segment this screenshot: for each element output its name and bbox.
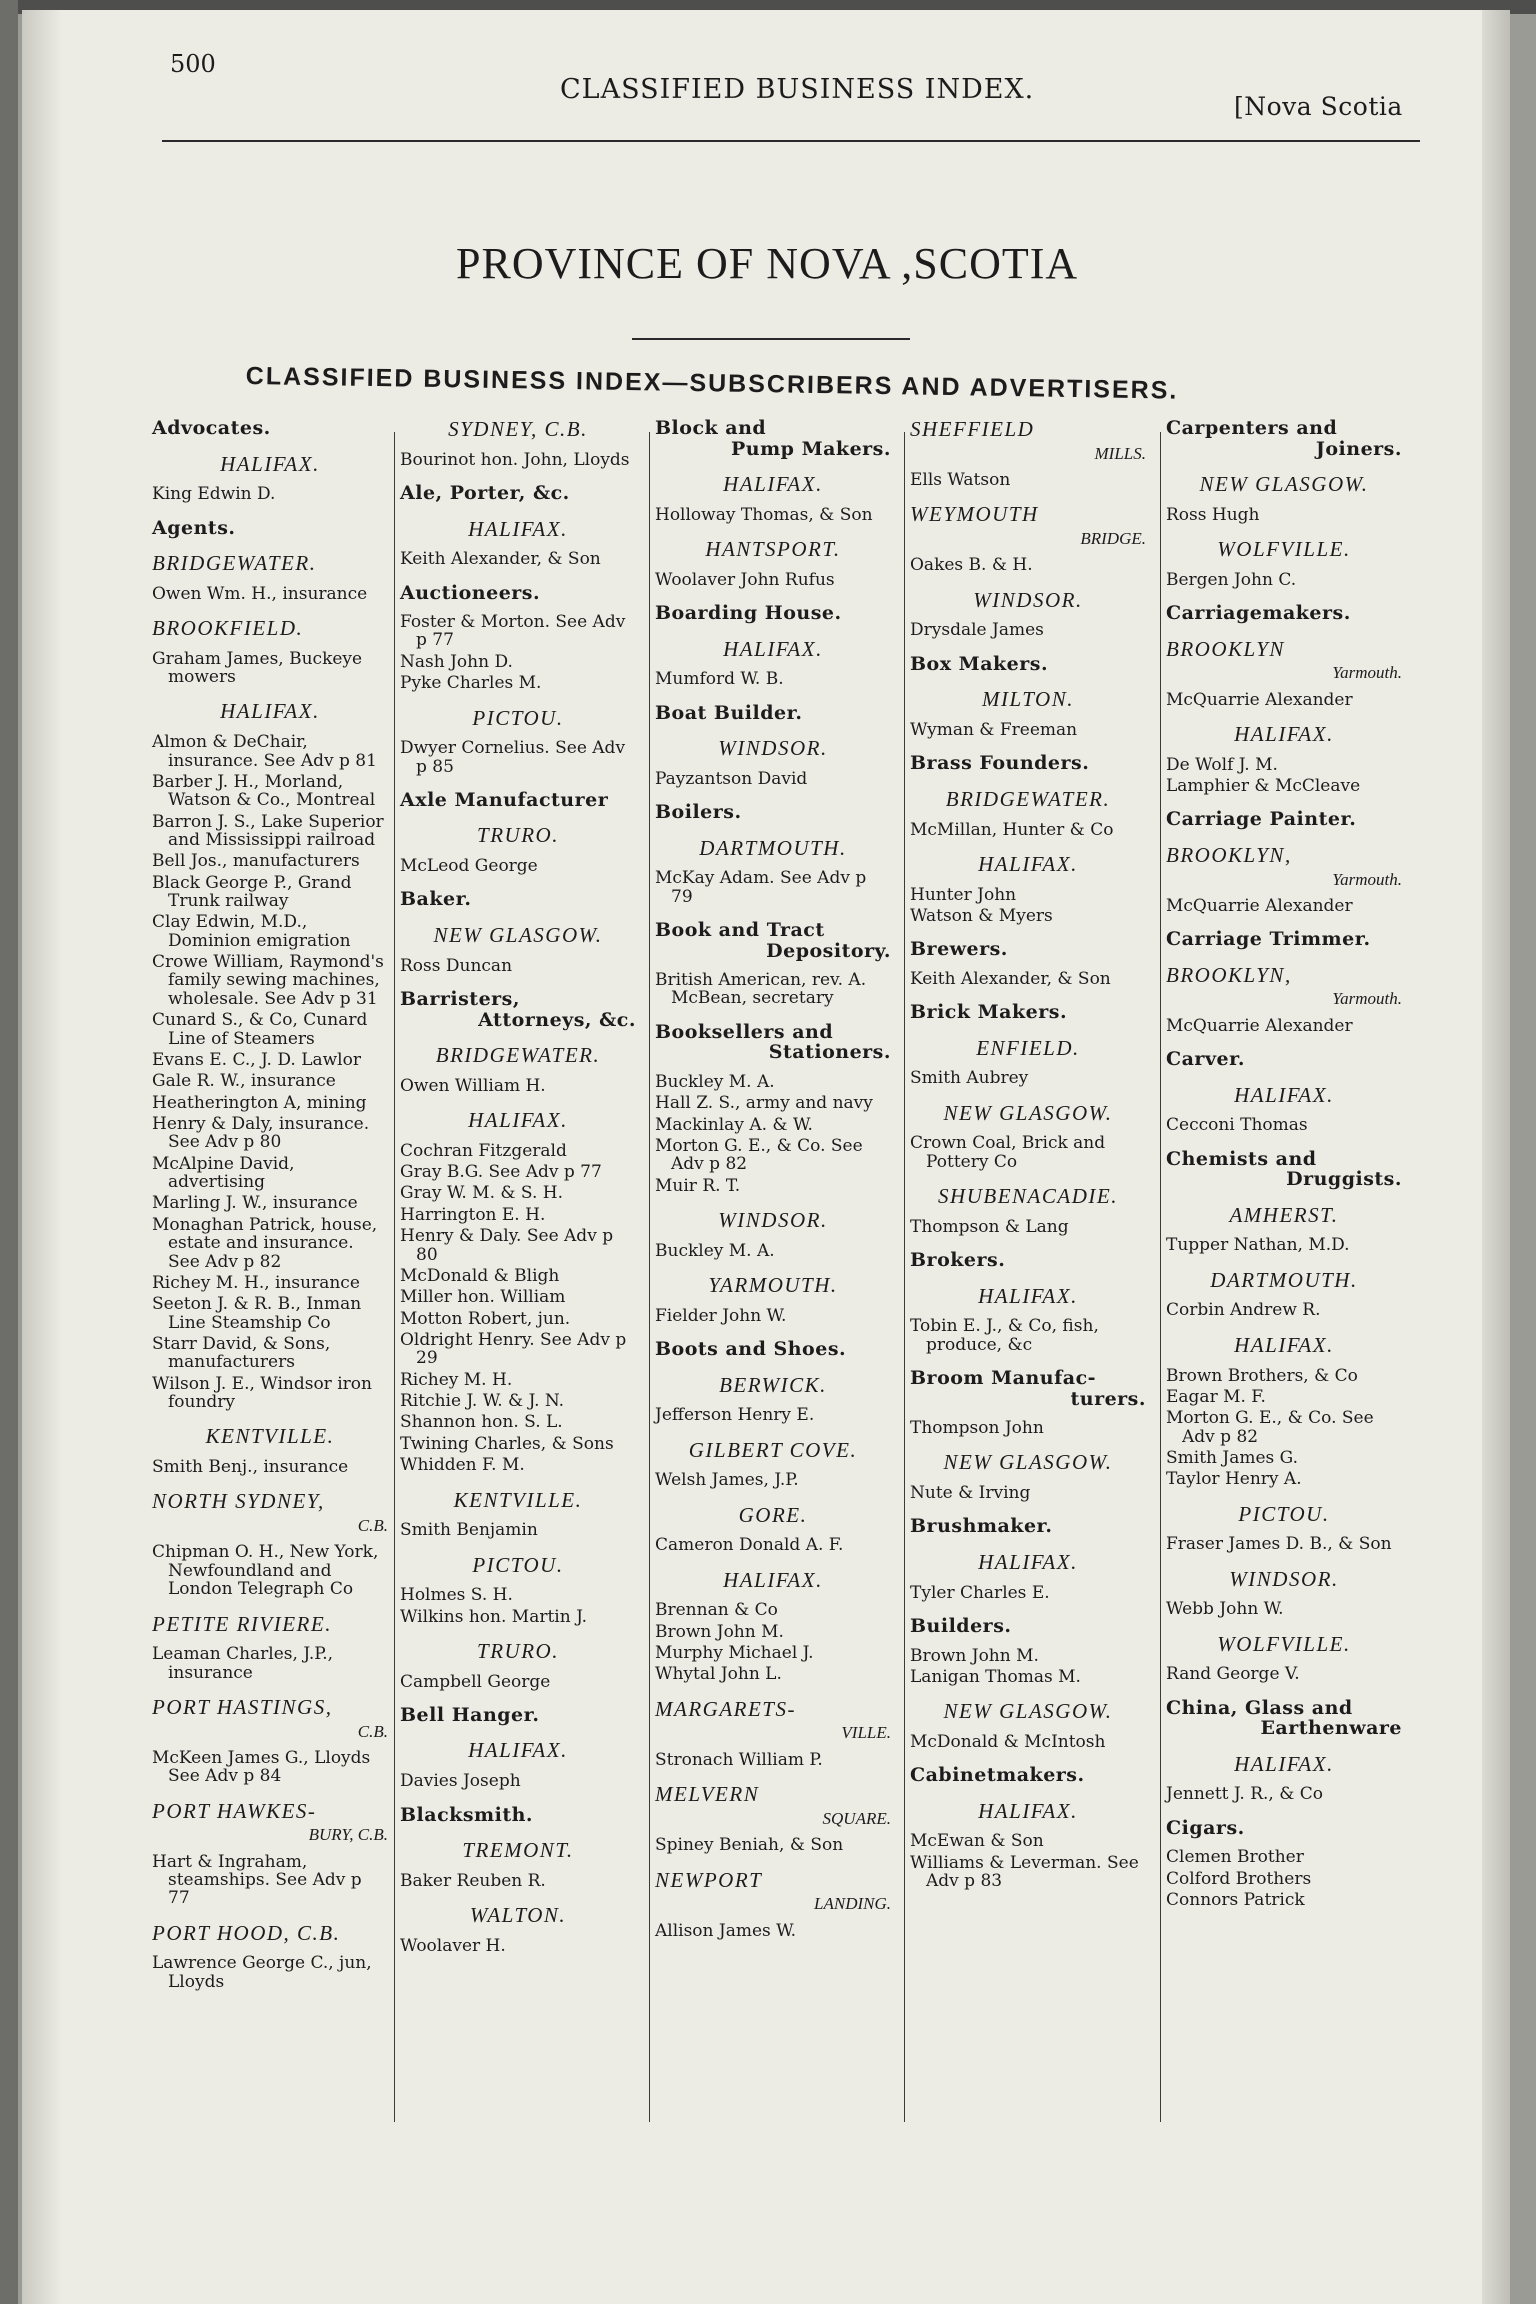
index-entry: McQuarrie Alexander [1166, 689, 1353, 710]
section-mark: [Nova Scotia [1234, 92, 1403, 121]
index-entry: Muir R. T. [655, 1175, 741, 1196]
index-entry: Tupper Nathan, M.D. [1166, 1235, 1350, 1256]
place-heading-cont: C.B. [357, 1516, 388, 1536]
category-heading-cont: Depository. [766, 939, 891, 962]
index-entry: Whytal John L. [655, 1664, 782, 1685]
place-heading: BROOKLYN, [1166, 962, 1292, 987]
index-entry: Corbin Andrew R. [1166, 1300, 1321, 1321]
category-heading: Broom Manufac- [910, 1367, 1097, 1390]
index-column-2 [400, 418, 636, 2118]
index-entry: King Edwin D. [152, 484, 276, 505]
column-separator [1160, 432, 1161, 2122]
index-entry: Shannon hon. S. L. [400, 1412, 563, 1433]
category-heading: Cabinetmakers. [910, 1764, 1085, 1787]
place-heading-cont: Yarmouth. [1332, 869, 1402, 889]
index-entry: Chipman O. H., New York, Newfoundland and London Telegraph Co [152, 1542, 379, 1600]
place-heading: SHEFFIELD [910, 417, 1035, 441]
place-heading: PORT HOOD, C.B. [152, 1920, 341, 1945]
category-heading: Bell Hanger. [400, 1703, 540, 1726]
index-entry: Brown John M. [655, 1621, 784, 1642]
place-heading: TRURO. [477, 823, 559, 848]
index-entry: De Wolf J. M. [1166, 754, 1278, 775]
index-column-3 [655, 418, 891, 2118]
index-entry: Payzantson David [655, 768, 808, 789]
index-entry: Brown Brothers, & Co [1166, 1365, 1358, 1386]
place-heading: NORTH SYDNEY, [152, 1489, 325, 1514]
index-entry: McKay Adam. See Adv p 79 [655, 868, 867, 907]
index-entry: Barron J. S., Lake Superior and Mississippi railroad [152, 811, 384, 850]
category-heading: Builders. [910, 1615, 1012, 1638]
index-entry: Henry & Daly. See Adv p 80 [400, 1226, 614, 1265]
index-entry: Oakes B. & H. [910, 555, 1033, 576]
index-entry: Almon & DeChair, insurance. See Adv p 81 [152, 732, 377, 771]
category-heading-cont: turers. [1070, 1387, 1146, 1410]
index-entry: McDonald & Bligh [400, 1265, 560, 1286]
place-heading: HALIFAX. [220, 451, 320, 476]
index-entry: Bourinot hon. John, Lloyds [400, 449, 630, 470]
place-heading: HALIFAX. [723, 472, 823, 497]
category-heading: Carpenters and [1166, 417, 1338, 439]
index-entry: Brown John M. [910, 1645, 1039, 1666]
index-entry: Crowe William, Raymond's family sewing machines, wholesale. See Adv p 31 [152, 952, 384, 1009]
category-heading: Boat Builder. [655, 701, 803, 724]
place-heading: AMHERST. [1229, 1202, 1339, 1227]
index-entry: Woolaver H. [400, 1935, 506, 1956]
place-heading: GORE. [738, 1502, 808, 1527]
category-heading: Boots and Shoes. [655, 1338, 847, 1361]
index-entry: Dwyer Cornelius. See Adv p 85 [400, 738, 626, 777]
category-heading: China, Glass and [1166, 1696, 1353, 1719]
index-entry: Smith Benj., insurance [152, 1457, 349, 1478]
place-heading: HALIFAX. [1234, 1332, 1334, 1357]
index-entry: Connors Patrick [1166, 1890, 1305, 1911]
index-entry: Foster & Morton. See Adv p 77 [400, 612, 626, 651]
place-heading: DARTMOUTH. [1210, 1267, 1358, 1292]
index-entry: Taylor Henry A. [1166, 1469, 1302, 1490]
index-entry: Hunter John [910, 884, 1017, 905]
index-entry: Cunard S., & Co, Cunard Line of Steamers [152, 1010, 368, 1049]
category-heading: Auctioneers. [400, 581, 541, 604]
place-heading-cont: VILLE. [841, 1723, 891, 1743]
category-heading: Booksellers and [655, 1020, 834, 1043]
place-heading-cont: MILLS. [1094, 443, 1146, 463]
category-heading: Blacksmith. [400, 1803, 534, 1826]
place-heading: HALIFAX. [468, 1738, 568, 1763]
index-entry: Smith Benjamin [400, 1520, 538, 1541]
index-entry: Buckley M. A. [655, 1071, 775, 1092]
place-heading: HALIFAX. [978, 1798, 1078, 1823]
index-entry: Marling J. W., insurance [152, 1193, 358, 1214]
place-heading: NEW GLASGOW. [943, 1100, 1113, 1125]
place-heading: MILTON. [982, 687, 1074, 712]
index-entry: Clemen Brother [1166, 1847, 1304, 1868]
place-heading: PICTOU. [472, 705, 564, 730]
place-heading: WINDSOR. [718, 1208, 828, 1233]
column-separator [904, 432, 905, 2122]
place-heading: DARTMOUTH. [699, 835, 847, 860]
category-heading: Barristers, [400, 988, 520, 1011]
place-heading: WALTON. [469, 1903, 567, 1928]
index-entry: Thompson John [910, 1418, 1044, 1439]
place-heading: WINDSOR. [718, 736, 828, 761]
place-heading: YARMOUTH. [708, 1273, 838, 1298]
place-heading: PICTOU. [472, 1552, 564, 1577]
index-entry: Webb John W. [1166, 1599, 1284, 1620]
category-heading: Brick Makers. [910, 1001, 1068, 1024]
index-entry: Colford Brothers [1166, 1868, 1312, 1889]
index-entry: Ross Duncan [400, 955, 513, 976]
category-heading-cont: Attorneys, &c. [478, 1008, 636, 1031]
place-heading: PORT HAWKES- [152, 1798, 317, 1823]
place-heading: SHUBENACADIE. [938, 1184, 1118, 1209]
category-heading-cont: Pump Makers. [730, 437, 891, 460]
index-entry: Baker Reuben R. [400, 1870, 546, 1891]
place-heading-cont: Yarmouth. [1332, 989, 1402, 1009]
index-entry: McAlpine David, advertising [152, 1153, 295, 1193]
place-heading: WINDSOR. [973, 587, 1083, 612]
index-entry: Twining Charles, & Sons [400, 1433, 614, 1454]
page-number: 500 [170, 50, 216, 78]
scan-left-edge [0, 0, 18, 2304]
place-heading: HALIFAX. [1234, 1751, 1334, 1776]
category-heading: Ale, Porter, &c. [400, 482, 570, 505]
category-heading: Brushmaker. [910, 1515, 1053, 1538]
index-entry: Ross Hugh [1166, 504, 1260, 525]
index-entry: Wilkins hon. Martin J. [400, 1606, 587, 1627]
place-heading-cont: SQUARE. [822, 1808, 891, 1828]
index-entry: Bergen John C. [1166, 569, 1297, 590]
place-heading: KENTVILLE. [453, 1487, 583, 1512]
place-heading: WOLFVILLE. [1217, 537, 1351, 562]
place-heading: PICTOU. [1238, 1501, 1330, 1526]
index-entry: Ells Watson [910, 470, 1011, 491]
index-column-1 [152, 418, 388, 2118]
index-entry: Cochran Fitzgerald [400, 1140, 567, 1161]
index-entry: Murphy Michael J. [655, 1643, 814, 1664]
place-heading: NEW GLASGOW. [433, 922, 603, 947]
place-heading: WEYMOUTH [910, 502, 1039, 527]
page-subtitle: CLASSIFIED BUSINESS INDEX—SUBSCRIBERS AND ADVERTISERS. [245, 362, 1179, 405]
index-entry: Bell Jos., manufacturers [152, 851, 360, 872]
index-entry: Tobin E. J., & Co, fish, produce, &c [910, 1316, 1099, 1355]
index-entry: Lawrence George C., jun, Lloyds [152, 1953, 372, 1992]
place-heading: BROOKLYN [1166, 636, 1285, 661]
place-heading: NEW GLASGOW. [1199, 472, 1369, 497]
category-heading: Carriage Painter. [1166, 808, 1357, 831]
category-heading: Brass Founders. [910, 752, 1090, 775]
page-title: PROVINCE OF NOVA ,SCOTIA [456, 239, 1079, 288]
place-heading: MELVERN [655, 1782, 760, 1807]
index-entry: Stronach William P. [655, 1749, 823, 1770]
index-entry: Tyler Charles E. [910, 1582, 1050, 1603]
category-heading: Cigars. [1166, 1816, 1245, 1839]
index-entry: McQuarrie Alexander [1166, 1015, 1353, 1036]
place-heading: HALIFAX. [220, 699, 320, 724]
index-entry: Fraser James D. B., & Son [1166, 1534, 1392, 1555]
index-entry: Morton G. E., & Co. See Adv p 82 [655, 1135, 863, 1175]
place-heading: GILBERT COVE. [688, 1437, 858, 1462]
category-heading-cont: Earthenware [1260, 1717, 1402, 1740]
index-entry: Whidden F. M. [400, 1455, 525, 1476]
index-entry: Wyman & Freeman [910, 720, 1078, 740]
index-entry: Gray W. M. & S. H. [400, 1183, 563, 1204]
category-heading: Boilers. [655, 801, 742, 824]
index-entry: Ritchie J. W. & J. N. [400, 1391, 565, 1412]
index-entry: Smith James G. [1166, 1447, 1299, 1468]
index-entry: Motton Robert, jun. [400, 1308, 571, 1329]
index-entry: Smith Aubrey [910, 1068, 1029, 1089]
index-entry: Lanigan Thomas M. [910, 1666, 1081, 1687]
index-entry: Leaman Charles, J.P., insurance [152, 1644, 334, 1683]
category-heading: Baker. [400, 888, 472, 911]
place-heading: MARGARETS- [655, 1696, 796, 1721]
category-heading-cont: Stationers. [768, 1041, 891, 1064]
place-heading: NEW GLASGOW. [943, 1450, 1113, 1475]
index-entry: Rand George V. [1166, 1664, 1300, 1685]
category-heading: Agents. [152, 516, 236, 539]
index-entry: Jennett J. R., & Co [1166, 1784, 1323, 1805]
place-heading: HANTSPORT. [705, 537, 841, 562]
place-heading: HALIFAX. [1234, 722, 1334, 746]
index-entry: Pyke Charles M. [400, 673, 542, 694]
place-heading: PORT HASTINGS, [152, 1694, 333, 1719]
index-entry: Owen William H. [400, 1075, 546, 1096]
index-entry: Richey M. H., insurance [152, 1272, 360, 1293]
index-entry: Monaghan Patrick, house, estate and insurance. See Adv p 82 [152, 1214, 378, 1272]
index-column-5 [1166, 418, 1402, 2118]
index-entry: Gale R. W., insurance [152, 1071, 336, 1092]
index-entry: McKeen James G., Lloyds See Adv p 84 [152, 1747, 371, 1787]
index-entry: Buckley M. A. [655, 1240, 775, 1261]
index-entry: Graham James, Buckeye mowers [152, 648, 363, 688]
index-entry: Harrington E. H. [400, 1204, 546, 1225]
place-heading: HALIFAX. [468, 1108, 568, 1133]
index-entry: Woolaver John Rufus [655, 569, 835, 590]
index-entry: McMillan, Hunter & Co [910, 819, 1114, 840]
category-heading: Carriagemakers. [1166, 602, 1351, 625]
place-heading: TREMONT. [462, 1838, 574, 1863]
category-heading-cont: Druggists. [1286, 1168, 1402, 1191]
index-entry: Allison James W. [655, 1920, 797, 1941]
index-entry: Thompson & Lang [910, 1216, 1069, 1237]
index-entry: Hall Z. S., army and navy [655, 1093, 873, 1114]
index-entry: Campbell George [400, 1671, 551, 1692]
place-heading: WOLFVILLE. [1217, 1631, 1351, 1656]
index-entry: Mumford W. B. [655, 669, 784, 690]
place-heading: BRIDGEWATER. [152, 551, 317, 576]
index-entry: McLeod George [400, 856, 538, 877]
place-heading: PETITE RIVIERE. [152, 1611, 332, 1636]
index-entry: Holloway Thomas, & Son [655, 504, 873, 525]
category-heading: Chemists and [1166, 1147, 1317, 1170]
place-heading: WINDSOR. [1229, 1566, 1339, 1591]
index-entry: Holmes S. H. [400, 1585, 513, 1606]
place-heading: HALIFAX. [1234, 1082, 1334, 1107]
index-entry: Cameron Donald A. F. [655, 1535, 844, 1556]
index-entry: McEwan & Son [910, 1831, 1044, 1852]
place-heading: HALIFAX. [723, 636, 823, 661]
place-heading: SYDNEY, C.B. [448, 417, 588, 441]
place-heading: HALIFAX. [978, 851, 1078, 876]
index-entry: Starr David, & Sons, manufacturers [152, 1333, 331, 1373]
index-entry: Williams & Leverman. See Adv p 83 [910, 1852, 1139, 1892]
index-entry: Drysdale James [910, 620, 1044, 641]
index-entry: McDonald & McIntosh [910, 1731, 1106, 1752]
index-entry: Morton G. E., & Co. See Adv p 82 [1166, 1408, 1374, 1447]
index-entry: Miller hon. William [400, 1287, 566, 1308]
index-entry: Clay Edwin, M.D., Dominion emigration [152, 912, 351, 951]
index-column-4 [910, 418, 1146, 2118]
place-heading: HALIFAX. [978, 1549, 1078, 1574]
place-heading: HALIFAX. [723, 1567, 823, 1592]
category-heading: Boarding House. [655, 602, 842, 625]
place-heading: BRIDGEWATER. [435, 1043, 601, 1068]
index-entry: Black George P., Grand Trunk railway [152, 872, 352, 912]
running-title: CLASSIFIED BUSINESS INDEX. [560, 74, 1035, 105]
place-heading: BERWICK. [719, 1372, 827, 1397]
title-rule [632, 338, 910, 340]
index-entry: Eagar M. F. [1166, 1386, 1266, 1407]
place-heading: KENTVILLE. [205, 1424, 335, 1449]
index-entry: Davies Joseph [400, 1771, 521, 1792]
index-entry: Owen Wm. H., insurance [152, 583, 368, 604]
index-entry: Brennan & Co [655, 1600, 778, 1621]
index-entry: Wilson J. E., Windsor iron foundry [152, 1373, 372, 1413]
index-entry: Nash John D. [400, 651, 513, 672]
index-entry: Hart & Ingraham, steamships. See Adv p 77 [152, 1851, 362, 1909]
category-heading: Axle Manufacturer [400, 788, 609, 811]
place-heading: HALIFAX. [978, 1283, 1078, 1308]
place-heading: NEW GLASGOW. [943, 1699, 1113, 1724]
index-entry: Henry & Daly, insurance. See Adv p 80 [152, 1113, 370, 1153]
place-heading: ENFIELD. [976, 1035, 1080, 1060]
category-heading: Carver. [1166, 1048, 1245, 1071]
category-heading: Brokers. [910, 1249, 1006, 1272]
index-entry: Barber J. H., Morland, Watson & Co., Montreal [152, 771, 376, 811]
index-entry: Lamphier & McCleave [1166, 776, 1361, 797]
category-heading-cont: Joiners. [1315, 437, 1402, 460]
index-entry: British American, rev. A. McBean, secretary [655, 970, 867, 1009]
index-entry: Jefferson Henry E. [655, 1405, 815, 1426]
column-separator [649, 432, 650, 2122]
index-entry: McQuarrie Alexander [1166, 895, 1353, 916]
place-heading-cont: LANDING. [814, 1894, 891, 1914]
category-heading: Box Makers. [910, 652, 1049, 675]
index-entry: Spiney Beniah, & Son [655, 1835, 844, 1856]
index-entry: Keith Alexander, & Son [400, 549, 601, 570]
index-entry: Heatherington A, mining [152, 1092, 367, 1113]
index-entry: Oldright Henry. See Adv p 29 [400, 1329, 627, 1369]
place-heading-cont: C.B. [357, 1721, 388, 1741]
column-separator [394, 432, 395, 2122]
index-entry: Gray B.G. See Adv p 77 [400, 1162, 602, 1183]
place-heading-cont: BRIDGE. [1080, 529, 1146, 549]
place-heading: BROOKFIELD. [152, 616, 304, 641]
place-heading-cont: BURY, C.B. [308, 1825, 388, 1845]
index-entry: Watson & Myers [910, 905, 1053, 926]
place-heading-cont: Yarmouth. [1332, 663, 1402, 683]
index-entry: Crown Coal, Brick and Pottery Co [910, 1133, 1106, 1172]
place-heading: BRIDGEWATER. [945, 786, 1111, 811]
page-gutter-shadow [22, 10, 62, 2304]
header-rule [162, 140, 1420, 142]
index-entry: Evans E. C., J. D. Lawlor [152, 1049, 361, 1070]
place-heading: HALIFAX. [468, 516, 568, 541]
place-heading: TRURO. [477, 1638, 559, 1663]
category-heading: Carriage Trimmer. [1166, 928, 1371, 951]
category-heading: Block and [655, 417, 767, 439]
place-heading: BROOKLYN, [1166, 842, 1292, 867]
index-entry: Richey M. H. [400, 1369, 513, 1390]
index-entry: Fielder John W. [655, 1305, 787, 1326]
category-heading: Brewers. [910, 938, 1008, 961]
category-heading: Book and Tract [655, 919, 825, 942]
page-edge-shadow [1482, 10, 1510, 2304]
index-entry: Seeton J. & R. B., Inman Line Steamship Co [152, 1294, 362, 1333]
index-entry: Mackinlay A. & W. [655, 1114, 813, 1135]
index-entry: Welsh James, J.P. [655, 1470, 799, 1491]
category-heading: Advocates. [152, 417, 271, 439]
index-entry: Nute & Irving [910, 1483, 1031, 1504]
index-entry: Keith Alexander, & Son [910, 968, 1111, 989]
place-heading: NEWPORT [655, 1867, 763, 1892]
index-entry: Cecconi Thomas [1166, 1115, 1308, 1136]
